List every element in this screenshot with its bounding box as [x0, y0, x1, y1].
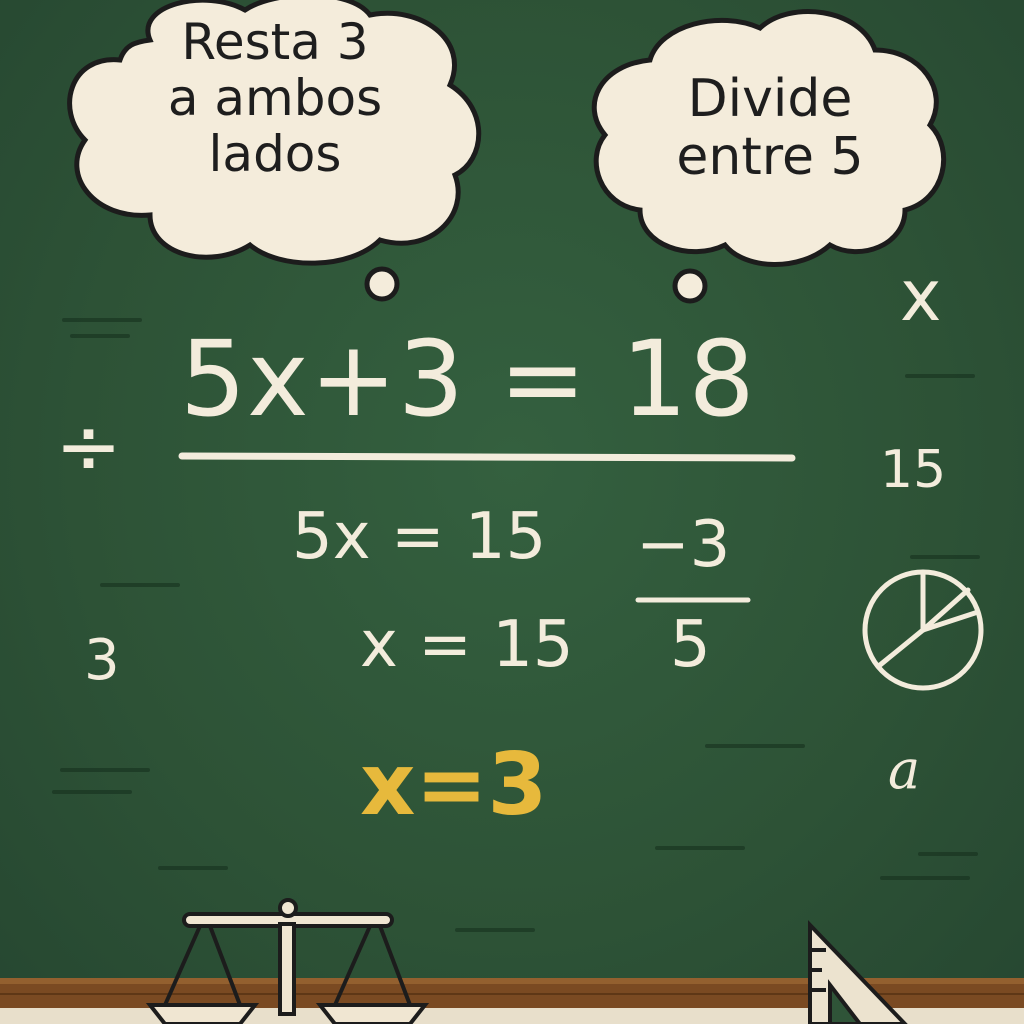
pie-chart-icon — [865, 572, 981, 688]
step2-equation: x = 15 — [360, 608, 574, 682]
step1-equation: 5x = 15 — [292, 500, 547, 574]
bubble-left-line-3: lados — [208, 125, 342, 183]
ledge-highlight — [0, 978, 1024, 984]
step2-denominator: 5 — [670, 608, 711, 682]
bubble-right-line-2: entre 5 — [676, 127, 864, 188]
number-15: 15 — [880, 440, 947, 500]
bubble-left-line-2: a ambos — [167, 69, 383, 127]
answer-value: 3 — [487, 735, 548, 835]
answer-equals: = — [415, 735, 488, 835]
x-symbol: x — [900, 255, 942, 337]
bubble-left-text — [120, 14, 430, 182]
bubble-right-line-1: Divide — [687, 69, 853, 129]
answer — [360, 735, 547, 835]
equation-underline — [182, 456, 792, 458]
thought-dot-left — [367, 269, 397, 299]
number-3: 3 — [84, 628, 120, 693]
triangle-ruler-icon — [810, 925, 905, 1024]
letter-a: a — [888, 738, 921, 801]
main-equation: 5x+3 = 18 — [180, 318, 756, 440]
divide-symbol: ÷ — [55, 400, 123, 493]
balance-scale-icon — [150, 900, 425, 1024]
thought-dot-right — [675, 271, 705, 301]
step1-annotation: −3 — [636, 508, 731, 582]
bubble-left-line-1: Resta 3 — [181, 13, 369, 71]
bubble-right-text — [620, 70, 920, 186]
answer-variable: x — [360, 735, 416, 835]
